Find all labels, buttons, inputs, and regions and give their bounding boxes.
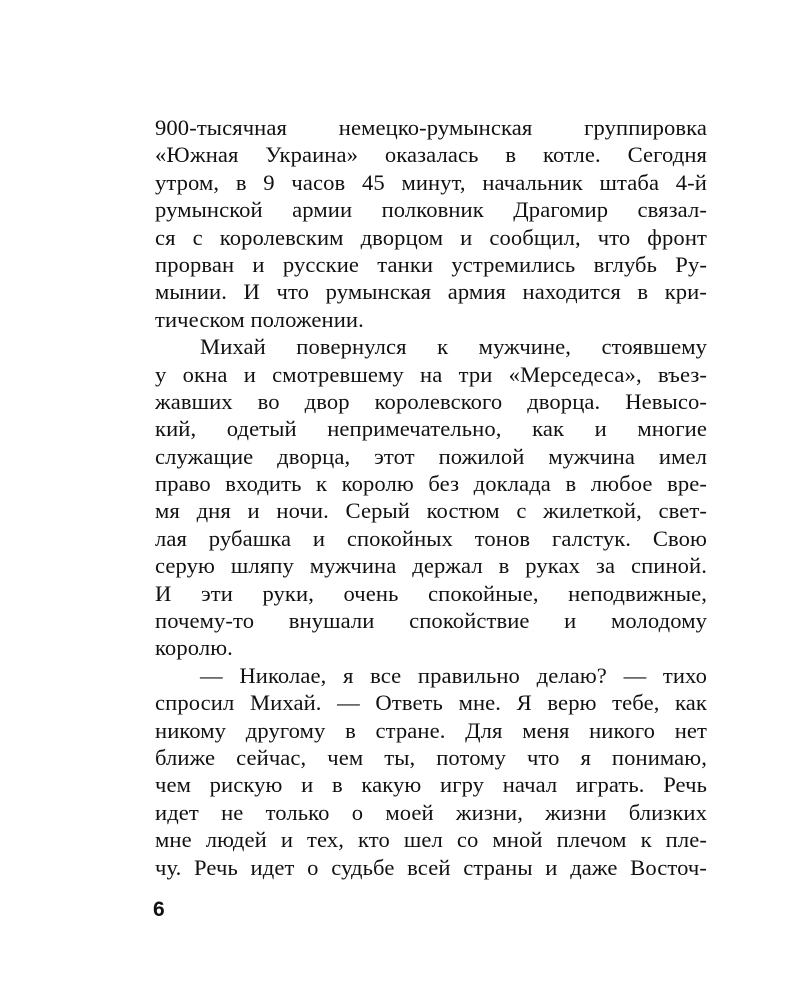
text-line: жавших во двор королевского дворца. Невысо- bbox=[155, 388, 707, 414]
text-line: «Южная Украина» оказалась в котле. Сегодня bbox=[155, 142, 707, 168]
text-line: 900-тысячная немецко-румынская группировка bbox=[155, 115, 707, 140]
text-line: кий, одетый непримечательно, как и многие bbox=[155, 416, 707, 442]
page-number: 6 bbox=[153, 898, 165, 921]
text-line: — Николае, я все правильно делаю? — тихо bbox=[200, 662, 707, 688]
text-line: мне людей и тех, кто шел со мной плечом к пле- bbox=[155, 827, 707, 853]
text-line: мынии. И что румынская армия находится в кри- bbox=[155, 279, 707, 305]
text-line: королю. bbox=[155, 635, 233, 661]
text-line: ся с королевским дворцом и сообщил, что фронт bbox=[155, 224, 707, 250]
text-line: почему-то внушали спокойствие и молодому bbox=[155, 608, 707, 634]
text-line: служащие дворца, этот пожилой мужчина имел bbox=[155, 443, 707, 469]
text-line: румынской армии полковник Драгомир связал- bbox=[155, 197, 707, 223]
text-line: И эти руки, очень спокойные, неподвижные, bbox=[155, 580, 707, 606]
text-line: чем рискую и в какую игру начал играть. Речь bbox=[155, 772, 707, 798]
text-line: серую шляпу мужчина держал в руках за спиной. bbox=[155, 553, 707, 579]
text-line: лая рубашка и спокойных тонов галстук. Свою bbox=[155, 525, 707, 551]
text-line: тическом положении. bbox=[155, 306, 364, 332]
page-text bbox=[155, 114, 707, 881]
text-line: право входить к королю без доклада в любое вре- bbox=[155, 471, 707, 497]
text-line: никому другому в стране. Для меня никого нет bbox=[155, 717, 707, 743]
text-line: чу. Речь идет о судьбе всей страны и даже Восточ- bbox=[155, 854, 707, 880]
text-line: идет не только о моей жизни, жизни близких bbox=[155, 799, 707, 825]
text-line: Михай повернулся к мужчине, стоявшему bbox=[200, 334, 707, 360]
text-line: у окна и смотревшему на три «Мерседеса», въез- bbox=[155, 361, 707, 387]
text-line: утром, в 9 часов 45 минут, начальник штаба 4-й bbox=[155, 169, 707, 195]
text-line: мя дня и ночи. Серый костюм с жилеткой, свет- bbox=[155, 498, 707, 524]
text-line: ближе сейчас, чем ты, потому что я понимаю, bbox=[155, 744, 707, 770]
text-line: спросил Михай. — Ответь мне. Я верю тебе, как bbox=[155, 690, 707, 716]
text-line: прорван и русские танки устремились вглубь Ру- bbox=[155, 251, 707, 277]
